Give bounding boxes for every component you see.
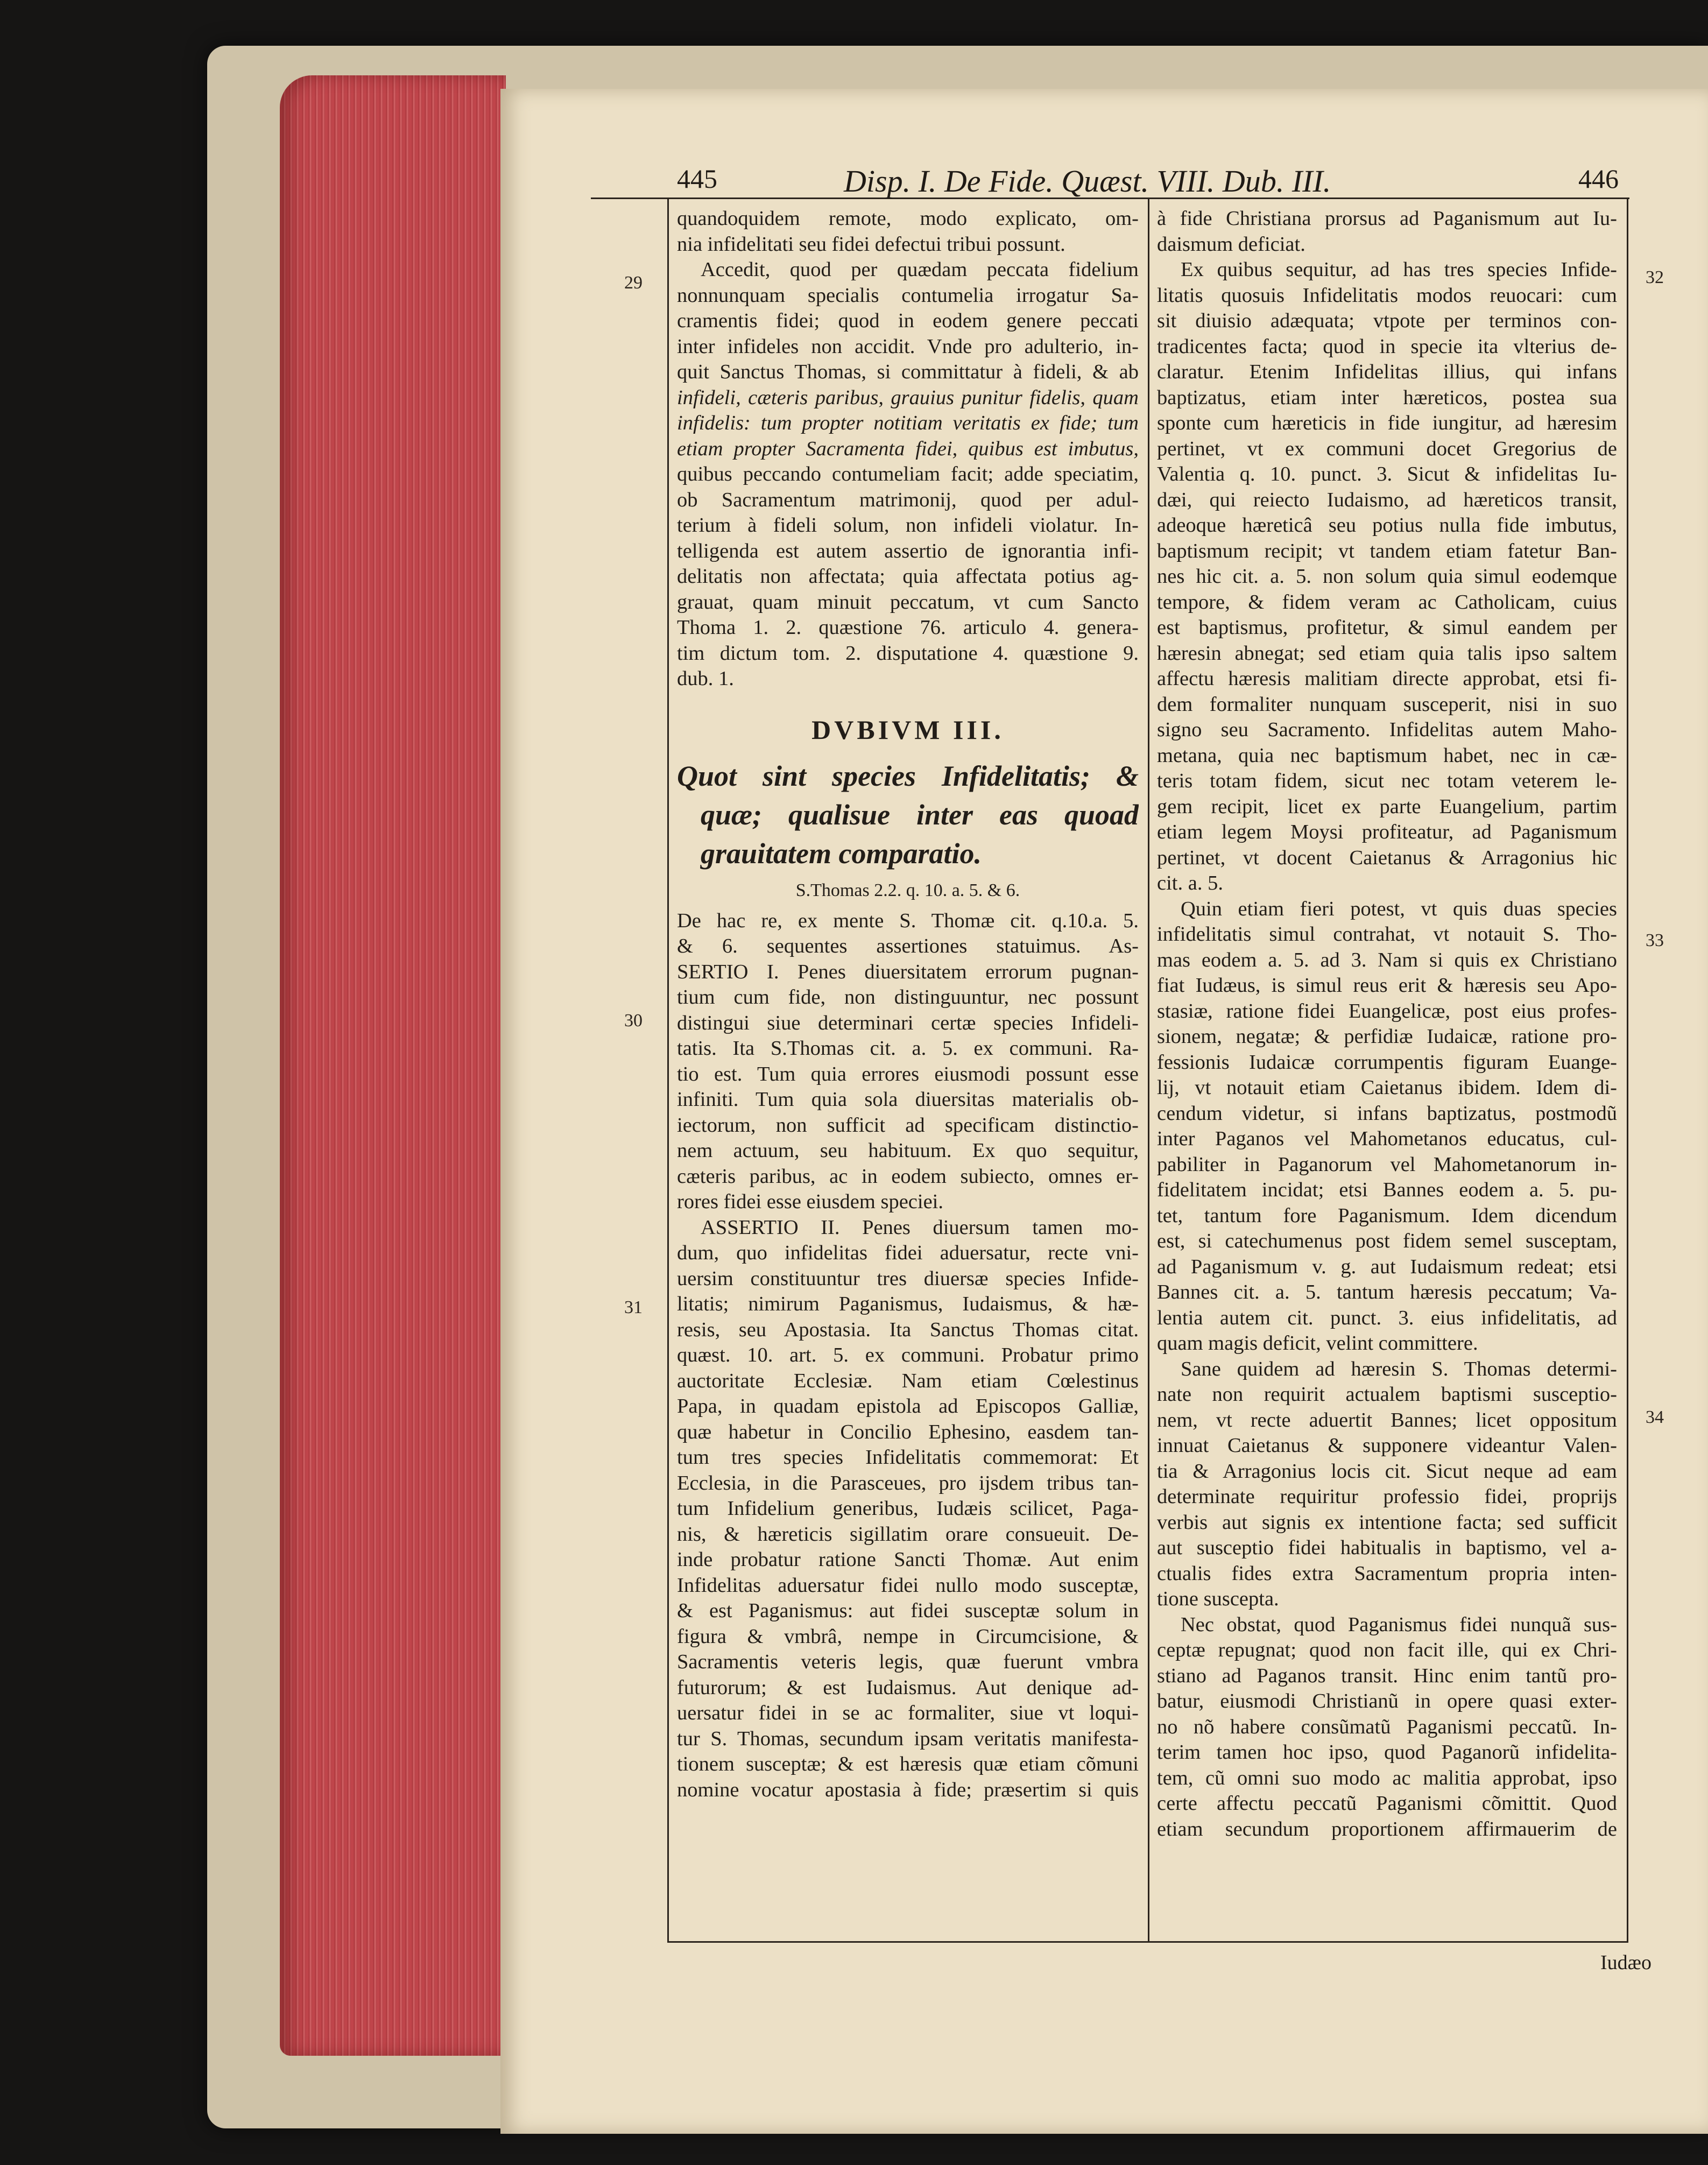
- text-line: grauat, quam minuit peccatum, vt cum Sancto: [677, 590, 1139, 613]
- text-line: tempore, & fidem veram ac Catholicam, cuius: [1157, 590, 1617, 613]
- text-line: Sacramentis veteris legis, quæ fuerunt vmbra: [677, 1651, 1139, 1673]
- text-line: stasiæ, ratione fidei Euangelicæ, post eius profes-: [1157, 999, 1617, 1022]
- text-line: infiniti. Tum quia sola diuersitas materialis ob-: [677, 1088, 1139, 1111]
- left-column: [677, 206, 1139, 1803]
- text-line: figura & vmbrâ, nempe in Circumcisione, &: [677, 1625, 1139, 1648]
- text-line: tur S. Thomas, secundum ipsam veritatis manifesta-: [677, 1727, 1139, 1750]
- text-line: telligenda est autem assertio de ignorantia infi-: [677, 539, 1139, 562]
- text-line: pertinet, vt ex communi docet Gregorius de: [1157, 437, 1617, 460]
- text-line: ceptæ repugnat; quod non facit ille, qui ex Chri-: [1157, 1639, 1617, 1661]
- text-line: teris totam fidem, sicut nec totam veterem le-: [1157, 770, 1617, 792]
- text-line: daismum deficiat.: [1157, 232, 1305, 256]
- text-line: ob Sacramentum matrimonij, quod per adul-: [677, 488, 1139, 511]
- text-line: Ecclesia, in die Parasceues, pro ijsdem tribus tan-: [677, 1471, 1139, 1494]
- text-line: infideli, cæteris paribus, grauius punitur fidelis, quam: [677, 386, 1139, 409]
- text-line: De hac re, ex mente S. Thomæ cit. q.10.a. 5.: [677, 909, 1139, 932]
- text-line: etiam secundum proportionem affirmauerim de: [1157, 1817, 1617, 1840]
- text-line: litatis quosuis Infidelitatis modos reuocari: cum: [1157, 284, 1617, 307]
- text-line: quandoquidem remote, modo explicato, om-: [677, 207, 1139, 230]
- margin-number: 34: [1646, 1407, 1664, 1427]
- text-line: dub. 1.: [677, 667, 734, 690]
- text-line: est baptismus, profitetur, & simul eandem per: [1157, 616, 1617, 639]
- text-line: quam magis deficit, velint committere.: [1157, 1332, 1478, 1355]
- catchword: Iudæo: [1600, 1951, 1651, 1974]
- text-line: lij, vt notauit etiam Caietanus ibidem. Idem di-: [1157, 1076, 1617, 1099]
- text-line: SERTIO I. Penes diuersitatem errorum pugnan-: [677, 960, 1139, 983]
- text-line: sit diuisio adæquata; vtpote per terminos con-: [1157, 309, 1617, 332]
- margin-number: 32: [1646, 267, 1664, 287]
- text-line: distingui siue determinari certæ species Infideli-: [677, 1011, 1139, 1034]
- text-line: quæst. 10. art. 5. ex communi. Probatur primo: [677, 1344, 1139, 1366]
- paragraph: [1157, 1357, 1617, 1612]
- red-page-edges: [280, 75, 506, 2056]
- section-subtitle: [677, 757, 1139, 873]
- text-line: futurorum; & est Iudaismus. Aut denique ad-: [677, 1676, 1139, 1699]
- text-line: Ex quibus sequitur, ad has tres species Infide-: [1181, 258, 1617, 281]
- text-line: fiat Iudæus, is simul reus erit & hæresis seu Apo-: [1157, 974, 1617, 997]
- text-line: adeoque hæreticâ seu potius nulla fide imbutus,: [1157, 514, 1617, 537]
- text-line: tum Infidelium generibus, Iudæis scilicet, Paga-: [677, 1497, 1139, 1520]
- page-number-right: 446: [1578, 164, 1619, 194]
- text-line: quibus peccando contumeliam facit; adde speciatim,: [677, 463, 1139, 485]
- text-line: lentia autem cit. punct. 3. eius infidelitatis, ad: [1157, 1306, 1617, 1329]
- text-line: Infidelitas aduersatur fidei nullo modo susceptæ,: [677, 1574, 1139, 1597]
- text-line: mas eodem a. 5. ad 3. Nam si quis ex Christiano: [1157, 948, 1617, 971]
- text-line: terim tamen hoc ipso, quod Paganorũ infidelita-: [1157, 1741, 1617, 1764]
- text-line: resis, seu Apostasia. Ita Sanctus Thomas citat.: [677, 1318, 1139, 1341]
- section-heading: DVBIVM III.: [811, 714, 1004, 745]
- subtitle-line: Quot sint species Infidelitatis; &: [677, 759, 1139, 792]
- text-line: fessionis Iudaicæ corrumpentis figuram Euange-: [1157, 1050, 1617, 1074]
- text-line: cramentis fidei; quod in eodem genere peccati: [677, 309, 1139, 332]
- text-line: terium à fideli solum, non infideli violatur. In-: [677, 514, 1139, 537]
- text-line: auctoritate Ecclesiæ. Nam etiam Cœlestinus: [677, 1369, 1139, 1392]
- text-line: inter infideles non accidit. Vnde pro adulterio, in-: [677, 335, 1139, 358]
- text-line: quæ habetur in Concilio Ephesino, easdem tan-: [677, 1420, 1139, 1443]
- text-line: claratur. Etenim Infidelitas illius, qui infans: [1157, 361, 1617, 383]
- subtitle-line: grauitatem comparatio.: [701, 837, 982, 870]
- right-column: [1157, 206, 1617, 1842]
- text-line: nomine vocatur apostasia à fide; præsertim si quis: [677, 1778, 1139, 1801]
- text-line: uersatur fidei in se ac formaliter, siue vt loqui-: [677, 1702, 1139, 1724]
- text-line: delitatis non affectata; quia affectata potius ag-: [677, 565, 1139, 588]
- text-line: tet, tantum fore Paganismum. Idem dicendum: [1157, 1204, 1617, 1227]
- text-line: nonnunquam specialis contumelia irrogatur Sa-: [677, 284, 1139, 307]
- text-line: signo seu Sacramento. Infidelitas autem Maho-: [1157, 718, 1617, 741]
- text-line: inter Paganos vel Mahometanos educatus, cul-: [1157, 1127, 1617, 1150]
- text-line: tum tres species Infidelitatis commemorat: Et: [677, 1446, 1139, 1469]
- text-line: cendum videtur, si infans baptizatus, postmodũ: [1157, 1102, 1617, 1125]
- column-divider-rule: [1148, 198, 1149, 1941]
- text-line: à fide Christiana prorsus ad Paganismum aut Iu-: [1157, 207, 1617, 230]
- text-line: rores fidei esse eiusdem speciei.: [677, 1190, 943, 1213]
- paragraph: [677, 257, 1139, 692]
- text-line: Valentia q. 10. punct. 3. Sicut & infidelitas Iu-: [1157, 463, 1617, 485]
- text-line: tradicentes facta; quod in specie ita vlterius de-: [1157, 335, 1617, 358]
- paragraph: [1157, 206, 1617, 257]
- text-line: certe affectu peccatũ Paganismi cõmittit. Quod: [1157, 1792, 1617, 1815]
- text-line: pabiliter in Paganorum vel Mahometanorum in-: [1157, 1153, 1617, 1176]
- text-line: tio est. Tum quia errores eiusmodi possunt esse: [677, 1062, 1139, 1085]
- text-line: aut susceptio fidei habitualis in baptismo, vel a-: [1157, 1536, 1617, 1559]
- paragraph: [677, 908, 1139, 1215]
- text-line: uersim constituuntur tres diuersæ species Infide-: [677, 1267, 1139, 1290]
- margin-number: 29: [624, 273, 643, 293]
- margin-number: 33: [1646, 930, 1664, 950]
- text-line: infidelis: tum propter notitiam veritatis ex fide; tum: [677, 412, 1139, 434]
- margin-number: 30: [624, 1011, 643, 1031]
- text-line: etiam propter Sacramenta fidei, quibus est imbutus,: [677, 437, 1139, 460]
- text-line: ad Paganismum v. g. aut Iudaismum redeat; etsi: [1157, 1255, 1617, 1278]
- text-line: tionem susceptæ; & est hæresis quæ etiam cõmuni: [677, 1753, 1139, 1775]
- citation-line: S.Thomas 2.2. q. 10. a. 5. & 6.: [795, 880, 1020, 900]
- text-line: Accedit, quod per quædam peccata fidelium: [701, 258, 1139, 281]
- margin-number: 31: [624, 1297, 643, 1317]
- text-line: stiano ad Paganos transit. Hinc enim tantũ pro-: [1157, 1664, 1617, 1687]
- text-line: hæresin abnegat; sed etiam quia talis ipso saltem: [1157, 641, 1617, 665]
- subtitle-line: quæ; qualisue inter eas quoad: [701, 798, 1139, 831]
- text-line: ASSERTIO II. Penes diuersum tamen mo-: [701, 1216, 1139, 1239]
- text-line: dem formaliter nunquam susceperit, nisi in suo: [1157, 693, 1617, 716]
- text-line: baptismum recipit; vt tandem etiam fatetur Ban-: [1157, 539, 1617, 562]
- text-line: est, si catechumenus post fidem semel susceptam,: [1157, 1230, 1617, 1252]
- text-line: tatis. Ita S.Thomas cit. a. 5. ex communi. Ra-: [677, 1037, 1139, 1060]
- text-line: sponte cum hæreticis in fide iungitur, ad hæresim: [1157, 412, 1617, 434]
- text-line: cit. a. 5.: [1157, 872, 1223, 894]
- text-line: dæi, qui reiecto Iudaismo, ad hæreticos transit,: [1157, 488, 1617, 511]
- text-line: gem recipit, licet ex parte Euangelium, partim: [1157, 795, 1617, 818]
- text-line: Quin etiam fieri potest, vt quis duas species: [1181, 897, 1617, 920]
- text-line: Thoma 1. 2. quæstione 76. articulo 4. genera-: [677, 616, 1139, 639]
- text-line: etiam legem Moysi profiteatur, ad Paganismum: [1157, 821, 1617, 843]
- text-line: dum, quo infidelitas fidei aduersatur, recte vni-: [677, 1242, 1139, 1264]
- text-line: & est Paganismus: aut fidei susceptæ solum in: [677, 1599, 1139, 1622]
- text-line: inde probatur ratione Sancti Thomæ. Aut enim: [677, 1548, 1139, 1571]
- text-line: Nec obstat, quod Paganismus fidei nunquã sus-: [1181, 1613, 1617, 1636]
- text-line: nem, vt recte aduertit Bannes; licet oppositum: [1157, 1408, 1617, 1431]
- text-line: baptizatus, etiam inter hæreticos, postea sua: [1157, 386, 1617, 409]
- text-line: nes hic cit. a. 5. non solum quia simul eodemque: [1157, 565, 1617, 588]
- text-line: sionem, negatæ; & perfidiæ Iudaicæ, ratione pro-: [1157, 1025, 1617, 1048]
- text-line: tione suscepta.: [1157, 1588, 1279, 1610]
- text-line: litatis; nimirum Paganismus, Iudaismus, & hæ-: [677, 1293, 1139, 1315]
- text-line: nia infidelitati seu fidei defectui tribui possunt.: [677, 232, 1065, 256]
- running-title: Disp. I. De Fide. Quæst. VIII. Dub. III.: [844, 164, 1331, 199]
- text-line: affectu hæresis malitiam directe approbat, etsi fi-: [1157, 667, 1617, 690]
- text-line: infidelitatis simul contrahat, vt notauit S. Tho-: [1157, 923, 1617, 946]
- paragraph: [677, 206, 1139, 257]
- paragraph: [1157, 897, 1617, 1357]
- text-line: pertinet, vt docent Caietanus & Arragonius hic: [1157, 846, 1617, 869]
- text-line: no nõ habere consũmatũ Paganismi peccatũ. In-: [1157, 1715, 1617, 1738]
- text-line: tem, cũ omni suo modo ac malitia approbat, ipso: [1157, 1766, 1617, 1789]
- text-line: ctualis fides extra Sacramentum propria inten-: [1157, 1562, 1617, 1585]
- text-line: iectorum, non sufficit ad specificam distinctio-: [677, 1113, 1139, 1137]
- text-line: & 6. sequentes assertiones statuimus. As-: [677, 935, 1139, 957]
- text-line: quit Sanctus Thomas, si committatur à fideli, & ab: [677, 361, 1139, 383]
- text-line: verbis aut signis ex intentione facta; sed sufficit: [1157, 1511, 1617, 1534]
- paragraph: [1157, 257, 1617, 897]
- text-line: batur, eiusmodi Christianũ in opere quasi exter-: [1157, 1690, 1617, 1712]
- text-line: Sane quidem ad hæresin S. Thomas determi-: [1181, 1357, 1617, 1380]
- text-line: nate non requirit actualem baptismi susceptio-: [1157, 1383, 1617, 1406]
- text-line: tium cum fide, non distinguuntur, nec possunt: [677, 986, 1139, 1009]
- right-margin-rule: [1627, 198, 1628, 1941]
- text-line: determinate requiritur professio fidei, proprijs: [1157, 1485, 1617, 1508]
- text-block: [591, 159, 1664, 1980]
- text-line: fidelitatem incidat; etsi Bannes eodem a. 5. pu-: [1157, 1179, 1617, 1201]
- text-line: Papa, in quadam epistola ad Episcopos Galliæ,: [677, 1395, 1139, 1418]
- paragraph: [1157, 1612, 1617, 1843]
- left-margin-rule: [667, 198, 669, 1941]
- text-line: cæteris paribus, ac in eodem subiecto, omnes er-: [677, 1165, 1139, 1188]
- text-line: tim dictum tom. 2. disputatione 4. quæstione 9.: [677, 641, 1139, 665]
- text-line: tia & Arragonius locis cit. Sicut neque ad eam: [1157, 1459, 1617, 1483]
- text-line: metana, quia nec baptismum habet, nec in cæ-: [1157, 744, 1617, 767]
- paragraph: [677, 1215, 1139, 1803]
- text-line: Bannes cit. a. 5. tantum hæresis peccatum; Va-: [1157, 1281, 1617, 1303]
- text-line: nis, & hæreticis sigillatim orare consueuit. De-: [677, 1522, 1139, 1546]
- footer-rule: [667, 1941, 1628, 1943]
- text-line: innuat Caietanus & supponere videantur Valen-: [1157, 1434, 1617, 1457]
- text-line: nem actuum, seu habituum. Ex quo sequitur,: [677, 1139, 1139, 1162]
- page-number-left: 445: [677, 164, 717, 194]
